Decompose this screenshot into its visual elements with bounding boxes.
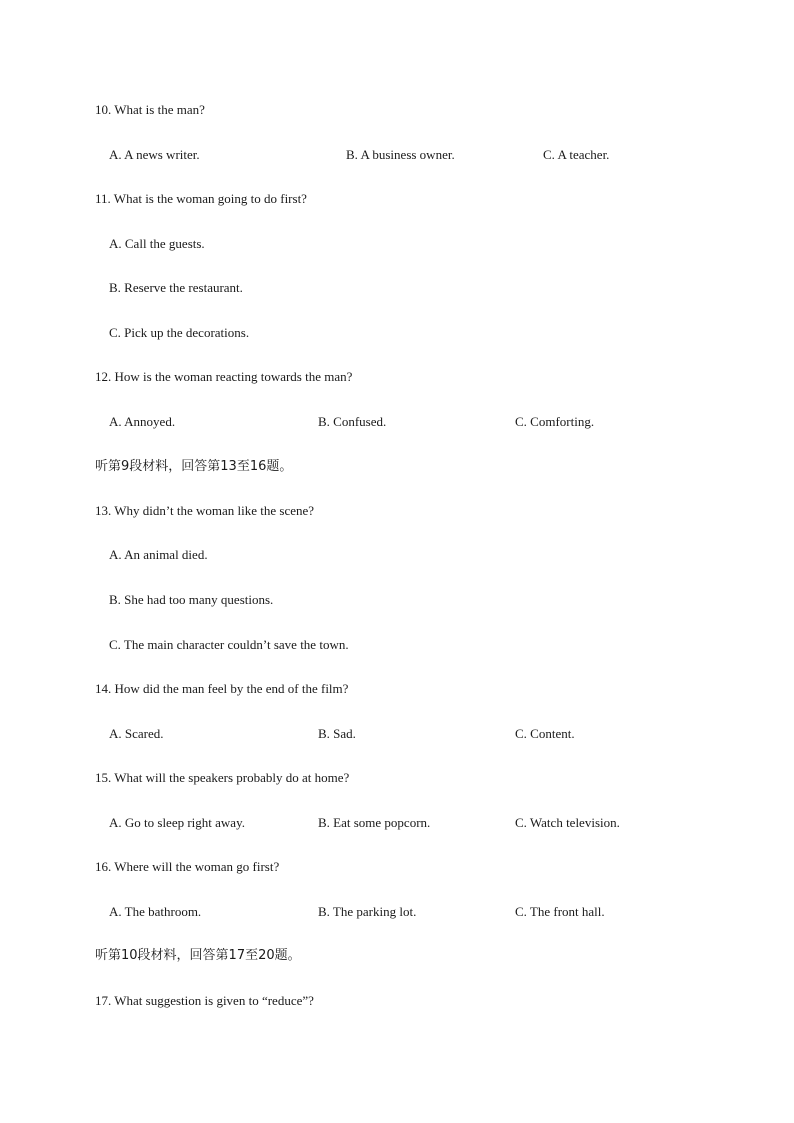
question-number: 17. — [95, 993, 112, 1008]
question-number: 10. — [95, 102, 112, 117]
question-14 — [95, 681, 348, 697]
option-16-c: C. The front hall. — [515, 904, 605, 919]
option-10-b: B. A business owner. — [346, 147, 455, 162]
section-header-10: 听第10段材料，回答第17至20题。 — [95, 948, 301, 963]
option-13-b: B. She had too many questions. — [109, 592, 274, 607]
question-number: 12. — [95, 369, 112, 384]
option-14-a: A. Scared. — [109, 726, 164, 741]
question-text: What suggestion is given to “reduce”? — [114, 993, 314, 1008]
question-11 — [95, 191, 307, 207]
question-number: 13. — [95, 503, 112, 518]
option-12-c: C. Comforting. — [515, 414, 595, 429]
question-13 — [95, 503, 314, 519]
option-11-a: A. Call the guests. — [109, 236, 205, 251]
question-text: Where will the woman go first? — [114, 859, 280, 874]
question-text: What is the man? — [114, 102, 205, 117]
question-12 — [95, 369, 352, 385]
option-14-b: B. Sad. — [318, 726, 356, 741]
section-header-9: 听第9段材料，回答第13至16题。 — [95, 459, 293, 474]
question-number: 11. — [95, 191, 111, 206]
question-15 — [95, 770, 349, 786]
question-number: 14. — [95, 681, 112, 696]
option-13-c: C. The main character couldn’t save the town. — [109, 637, 349, 652]
option-10-a: A. A news writer. — [109, 147, 200, 162]
option-11-c: C. Pick up the decorations. — [109, 325, 250, 340]
question-10 — [95, 102, 205, 118]
question-text: What will the speakers probably do at home? — [114, 770, 350, 785]
option-13-a: A. An animal died. — [109, 547, 208, 562]
option-15-c: C. Watch television. — [515, 815, 620, 830]
option-15-a: A. Go to sleep right away. — [109, 815, 245, 830]
question-text: How did the man feel by the end of the film? — [114, 681, 349, 696]
question-text: What is the woman going to do first? — [113, 191, 307, 206]
option-16-b: B. The parking lot. — [318, 904, 417, 919]
question-text: Why didn’t the woman like the scene? — [114, 503, 315, 518]
option-14-c: C. Content. — [515, 726, 575, 741]
option-15-b: B. Eat some popcorn. — [318, 815, 431, 830]
option-11-b: B. Reserve the restaurant. — [109, 280, 243, 295]
option-16-a: A. The bathroom. — [109, 904, 202, 919]
question-number: 15. — [95, 770, 112, 785]
question-17 — [95, 993, 314, 1009]
question-16 — [95, 859, 279, 875]
option-10-c: C. A teacher. — [543, 147, 610, 162]
option-12-b: B. Confused. — [318, 414, 387, 429]
question-number: 16. — [95, 859, 112, 874]
option-12-a: A. Annoyed. — [109, 414, 176, 429]
question-text: How is the woman reacting towards the man? — [114, 369, 353, 384]
